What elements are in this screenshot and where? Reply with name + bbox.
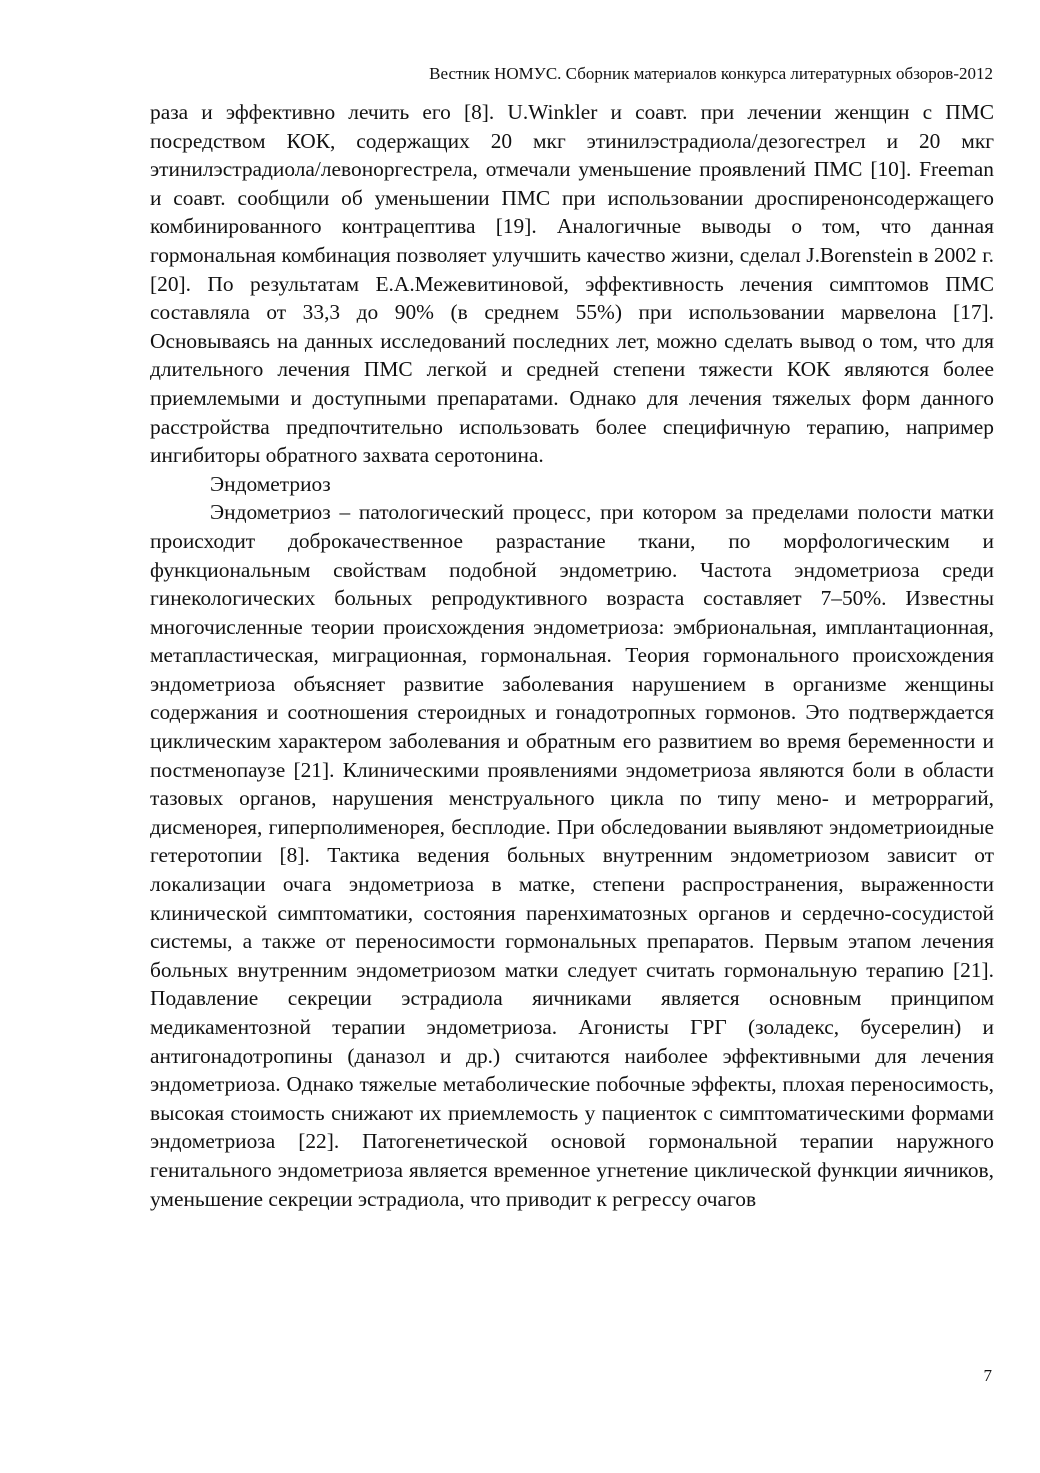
- running-header: Вестник НОМУС. Сборник материалов конкурса литературных обзоров-2012: [429, 64, 993, 83]
- page-number: 7: [983, 1366, 992, 1385]
- paragraph-pms-treatment: раза и эффективно лечить его [8]. U.Winkler и соавт. при лечении женщин с ПМС посредством КОК, содержащих 20 мкг этинилэстрадиола/дезогестрел и 20 мкг этинилэстрадиола/левоноргестрела, отмечали уменьшение проявлений ПМС [10]. Freeman и соавт. сообщили об уменьшении ПМС при использовании дроспиренонсодержащего комбинированного контрацептива [19]. Аналогичные выводы о том, что данная гормональная комбинация позволяет улучшить качество жизни, сделал J.Borenstein в 2002 г. [20]. По результатам Е.А.Межевитиновой, эффективность лечения симптомов ПМС составляла от 33,3 до 90% (в среднем 55%) при использовании марвелона [17]. Основываясь на данных исследований последних лет, можно сделать вывод о том, что для длительного лечения ПМС легкой и средней степени тяжести КОК являются более приемлемыми и доступными препаратами. Однако для лечения тяжелых форм данного расстройства предпочтительно использовать более специфичную терапию, например ингибиторы обратного захвата серотонина.: [150, 100, 994, 468]
- section-heading-endometriosis: Эндометриоз: [210, 471, 331, 496]
- paragraph-endometriosis: Эндометриоз – патологический процесс, при котором за пределами полости матки происходит доброкачественное разрастание ткани, по морфологическим и функциональным свойствам подобной эндометрию. Частота эндометриоза среди гинекологических больных репродуктивного возраста составляет 7–50%. Известны многочисленные теории происхождения эндометриоза: эмбриональная, имплантационная, метапластическая, миграционная, гормональная. Теория гормонального происхождения эндометриоза объясняет развитие заболевания нарушением в организме женщины содержания и соотношения стероидных и гонадотропных гормонов. Это подтверждается циклическим характером заболевания и обратным его развитием во время беременности и постменопаузе [21]. Клиническими проявлениями эндометриоза являются боли в области тазовых органов, нарушения менструального цикла по типу мено- и метроррагий, дисменорея, гиперполименорея, бесплодие. При обследовании выявляют эндометриоидные гетеротопии [8]. Тактика ведения больных внутренним эндометриозом зависит от локализации очага эндометриоза в матке, степени распространения, выраженности клинической симптоматики, состояния паренхиматозных органов и сердечно-сосудистой системы, а также от переносимости гормональных препаратов. Первым этапом лечения больных внутренним эндометриозом матки следует считать гормональную терапию [21]. Подавление секреции эстрадиола яичниками является основным принципом медикаментозной терапии эндометриоза. Агонисты ГРГ (золадекс, бусерелин) и антигонадотропины (даназол и др.) считаются наиболее эффективными для лечения эндометриоза. Однако тяжелые метаболические побочные эффекты, плохая переносимость, высокая стоимость снижают их приемлемость у пациенток с симптоматическими формами эндометриоза [22]. Патогенетической основой гормональной терапии наружного генитального эндометриоза является временное угнетение циклической функции яичников, уменьшение секреции эстрадиола, что приводит к регрессу очагов: [150, 500, 994, 1211]
- body-text: [150, 98, 994, 1213]
